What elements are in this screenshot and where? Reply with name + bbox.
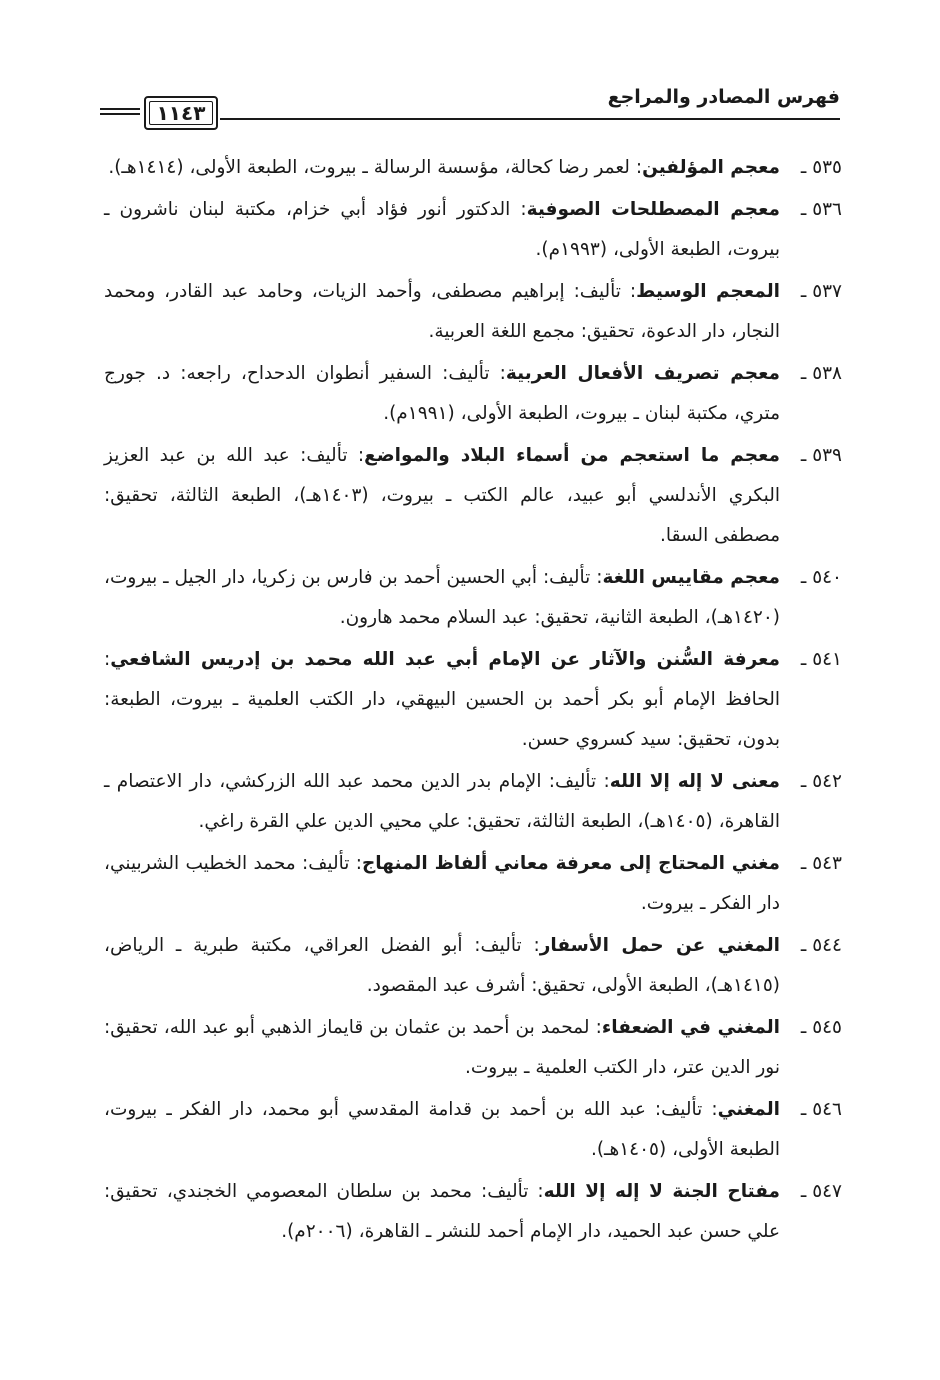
header-rule xyxy=(220,118,840,120)
entry-number: ٥٣٧ ـ xyxy=(800,281,842,302)
running-title: فهرس المصادر والمراجع xyxy=(607,86,840,108)
header-double-rule xyxy=(100,108,140,115)
bibliography-entry xyxy=(104,1172,842,1252)
entry-number: ٥٤٢ ـ xyxy=(800,771,842,792)
entry-details: : لمحمد بن أحمد بن عثمان بن قايماز الذهبي أبو عبد الله، تحقيق: نور الدين عتر، دار الكتب العلمية ـ بيروت. xyxy=(104,1017,780,1078)
entry-number: ٥٤٥ ـ xyxy=(800,1017,842,1038)
entry-details: : تأليف: عبد الله بن أحمد بن قدامة المقدسي أبو محمد، دار الفكر ـ بيروت، الطبعة الأولى، (١٤٠٥هـ). xyxy=(104,1099,780,1160)
page-number: ١١٤٣ xyxy=(156,101,206,125)
entry-title: المعجم الوسيط xyxy=(636,281,780,302)
page-number-box xyxy=(144,96,218,130)
bibliography-entry xyxy=(104,354,842,434)
entry-details: : تأليف: إبراهيم مصطفى، وأحمد الزيات، وحامد عبد القادر، ومحمد النجار، دار الدعوة، تحقيق: مجمع اللغة العربية. xyxy=(104,281,780,342)
entry-title: معجم مقاييس اللغة xyxy=(602,567,780,588)
entry-title: معجم تصريف الأفعال العربية xyxy=(505,363,780,384)
bibliography-entry xyxy=(104,558,842,638)
bibliography-entry xyxy=(104,272,842,352)
bibliography-list xyxy=(104,148,842,1254)
entry-title: مفتاح الجنة لا إله إلا الله xyxy=(543,1181,780,1202)
entry-title: المغني عن حمل الأسفار xyxy=(539,935,780,956)
bibliography-entry xyxy=(104,436,842,556)
entry-details: : تأليف: عبد الله بن عبد العزيز البكري الأندلسي أبو عبيد، عالم الكتب ـ بيروت، (١٤٠٣هـ)، الطبعة الثالثة، تحقيق: مصطفى السقا. xyxy=(104,445,780,546)
page-header xyxy=(100,78,840,134)
entry-title: معنى لا إله إلا الله xyxy=(609,771,781,792)
entry-title: المغني في الضعفاء xyxy=(601,1017,781,1038)
entry-details: : تأليف: محمد بن سلطان المعصومي الخجندي، تحقيق: علي حسن عبد الحميد، دار الإمام أحمد للنشر ـ القاهرة، (٢٠٠٦م). xyxy=(104,1181,780,1242)
entry-number: ٥٤١ ـ xyxy=(800,649,842,670)
entry-title: مغني المحتاج إلى معرفة معاني ألفاظ المنهاج xyxy=(361,853,780,874)
entry-number: ٥٣٦ ـ xyxy=(800,199,842,220)
entry-title: معجم المصطلحات الصوفية xyxy=(526,199,781,220)
entry-title: معجم المؤلفين xyxy=(642,157,780,178)
bibliography-entry xyxy=(104,1008,842,1088)
entry-title: المغني xyxy=(717,1099,780,1120)
entry-details: : تأليف: محمد الخطيب الشربيني، دار الفكر ـ بيروت. xyxy=(104,853,780,914)
bibliography-entry xyxy=(104,148,842,188)
bibliography-entry xyxy=(104,640,842,760)
entry-title: معجم ما استعجم من أسماء البلاد والمواضع xyxy=(364,445,781,466)
entry-number: ٥٤٦ ـ xyxy=(800,1099,842,1120)
bibliography-entry xyxy=(104,844,842,924)
entry-details: : لعمر رضا كحالة، مؤسسة الرسالة ـ بيروت، الطبعة الأولى، (١٤١٤هـ). xyxy=(108,157,643,178)
entry-details: : تأليف: أبو الفضل العراقي، مكتبة طبرية ـ الرياض، (١٤١٥هـ)، الطبعة الأولى، تحقيق: أشرف عبد المقصود. xyxy=(104,935,780,996)
entry-title: معرفة السُّنن والآثار عن الإمام أبي عبد الله محمد بن إدريس الشافعي xyxy=(110,649,780,670)
bibliography-entry xyxy=(104,1090,842,1170)
entry-details: : تأليف: أبي الحسين أحمد بن فارس بن زكريا، دار الجيل ـ بيروت، (١٤٢٠هـ)، الطبعة الثانية، تحقيق: عبد السلام محمد هارون. xyxy=(104,567,780,628)
entry-number: ٥٤٧ ـ xyxy=(800,1181,842,1202)
entry-number: ٥٤٣ ـ xyxy=(800,853,842,874)
entry-number: ٥٣٥ ـ xyxy=(800,157,842,178)
entry-details: : الحافظ الإمام أبو بكر أحمد بن الحسين البيهقي، دار الكتب العلمية ـ بيروت، الطبعة: بدون، تحقيق: سيد كسروي حسن. xyxy=(104,649,780,750)
bibliography-entry xyxy=(104,926,842,1006)
entry-number: ٥٤٠ ـ xyxy=(800,567,842,588)
bibliography-entry xyxy=(104,762,842,842)
entry-number: ٥٣٨ ـ xyxy=(800,363,842,384)
entry-details: : تأليف: الإمام بدر الدين محمد عبد الله الزركشي، دار الاعتصام ـ القاهرة، (١٤٠٥هـ)، الطبعة الثالثة، تحقيق: علي محيي الدين علي القرة راغي. xyxy=(104,771,780,832)
entry-number: ٥٤٤ ـ xyxy=(800,935,842,956)
bibliography-entry xyxy=(104,190,842,270)
entry-details: : تأليف: السفير أنطوان الدحداح، راجعه: د. جورج متري، مكتبة لبنان ـ بيروت، الطبعة الأولى، (١٩٩١م). xyxy=(104,363,780,424)
entry-details: : الدكتور أنور فؤاد أبي خزام، مكتبة لبنان ناشرون ـ بيروت، الطبعة الأولى، (١٩٩٣م). xyxy=(104,199,780,260)
entry-number: ٥٣٩ ـ xyxy=(800,445,842,466)
